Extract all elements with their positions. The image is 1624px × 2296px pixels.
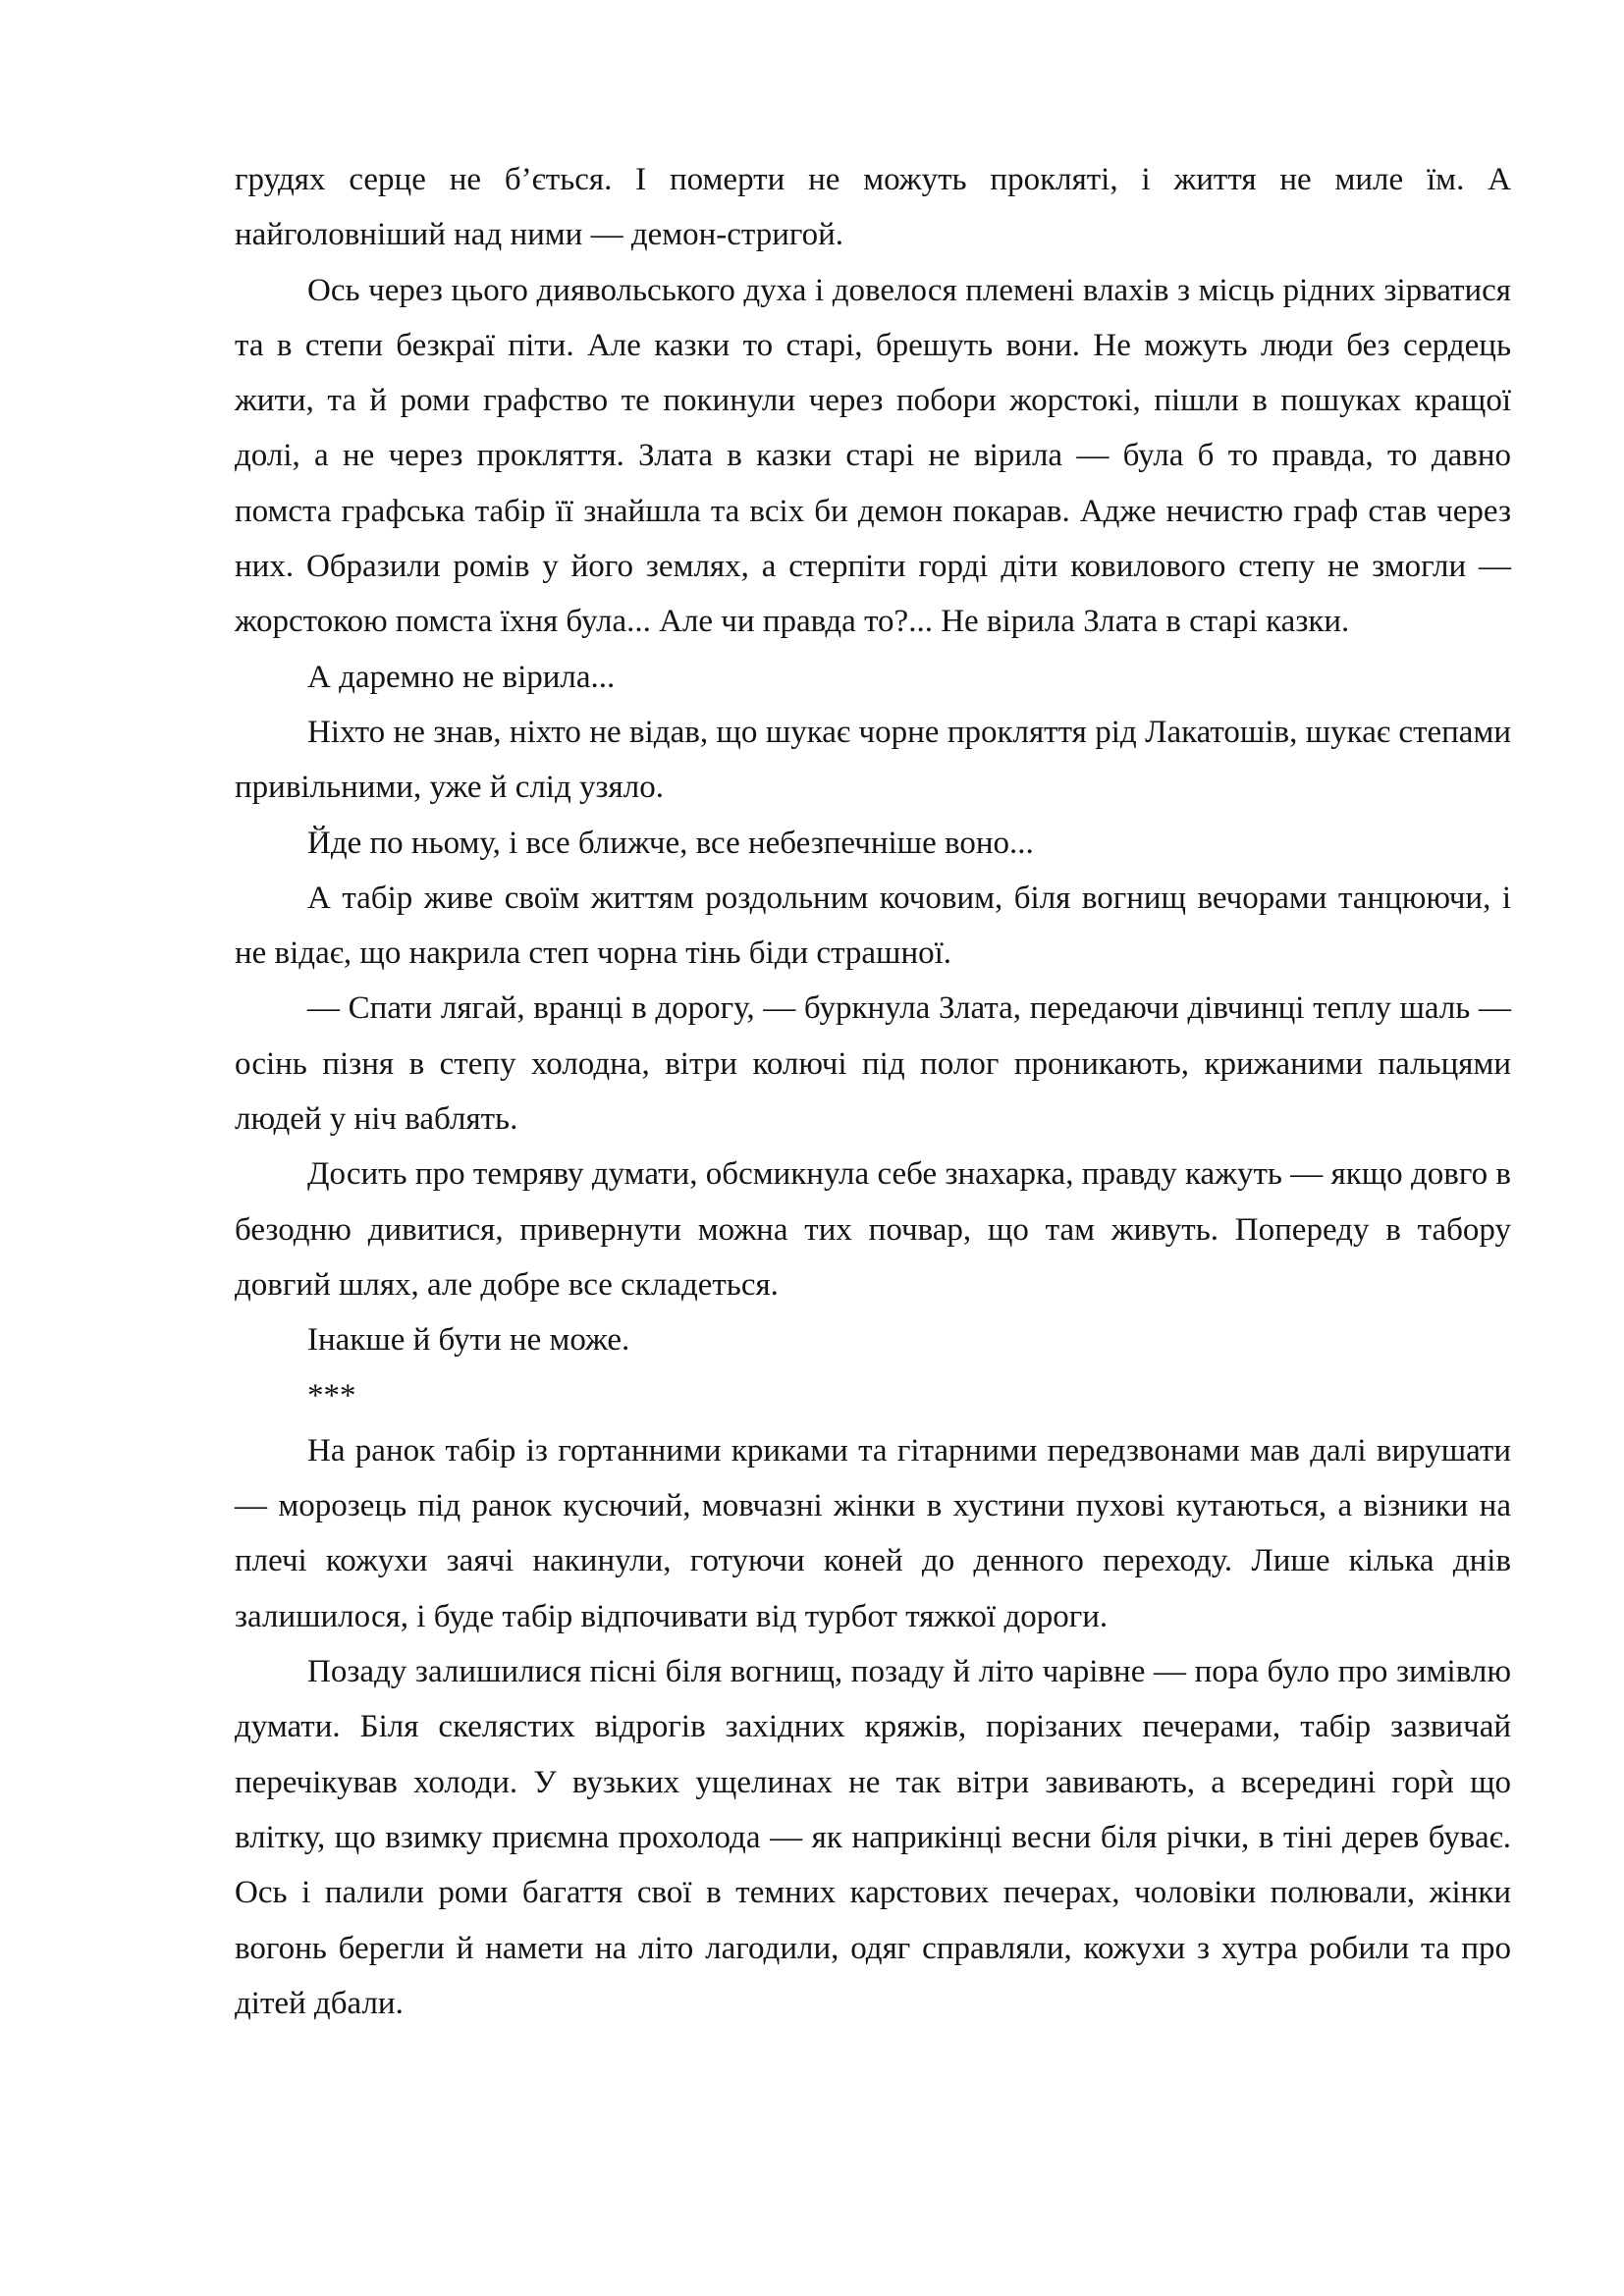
- paragraph: А даремно не вірила...: [307, 659, 616, 695]
- paragraph: Ніхто не знав, ніхто не відав, що шукає чорне прокляття рід Лакатошів, шукає степами привільними, уже й слід узяло.: [235, 714, 1511, 806]
- paragraph-continuation: грудях серце не б’ється. І померти не можуть прокляті, і життя не миле їм. А найголовніший над ними — демон-стригой.: [235, 162, 1511, 253]
- paragraph: Інакше й бути не може.: [307, 1322, 630, 1359]
- paragraph: — Спати лягай, вранці в дорогу, — буркнула Злата, передаючи дівчинці теплу шаль — осінь пізня в степу холодна, вітри колючі під полог проникають, крижаними пальцями людей у ніч ваблять.: [235, 990, 1511, 1138]
- paragraph: Ось через цього диявольського духа і довелося племені влахів з місць рідних зірватися та в степи безкраї піти. Але казки то старі, брешуть вони. Не можуть люди без сердець жити, та й роми графство те покинули через побори жорстокі, пішли в пошуках кращої долі, а не через прокляття. Злата в казки старі не вірила — була б то правда, то давно помста графська табір її знайшла та всіх би демон покарав. Адже нечистю граф став через них. Образили ромів у його землях, а стерпіти горді діти ковилового степу не змогли — жорстокою помста їхня була... Але чи правда то?... Не вірила Злата в старі казки.: [235, 272, 1511, 640]
- paragraph: Позаду залишилися пісні біля вогнищ, позаду й літо чарівне — пора було про зимівлю думати. Біля скелястих відрогів західних кряжів, порізаних печерами, табір зазвичай перечікував холоди. У вузьких ущелинах не так вітри завивають, а всередині горѝ що влітку, що взимку приємна прохолода — як наприкінці весни біля річки, в тіні дерев буває. Ось і палили роми багаття свої в темних карстових печерах, чоловіки полювали, жінки вогонь берегли й намети на літо лагодили, одяг справляли, кожухи з хутра робили та про дітей дбали.: [235, 1654, 1511, 2021]
- paragraph: Досить про темряву думати, обсмикнула себе знахарка, правду кажуть — якщо довго в безодню дивитися, привернути можна тих почвар, що там живуть. Попереду в табору довгий шлях, але добре все складеться.: [235, 1156, 1511, 1303]
- paragraph: А табір живе своїм життям роздольним кочовим, біля вогнищ вечорами танцюючи, і не відає, що накрила степ чорна тінь біди страшної.: [235, 880, 1511, 972]
- paragraph: Йде по ньому, і все ближче, все небезпечніше воно...: [307, 825, 1034, 861]
- body-text: [235, 152, 1511, 2031]
- paragraph: На ранок табір із гортанними криками та гітарними передзвонами мав далі вирушати — морозець під ранок кусючий, мовчазні жінки в хустини пухові кутаються, а візники на плечі кожухи заячі накинули, готуючи коней до денного переходу. Лише кілька днів залишилося, і буде табір відпочивати від турбот тяжкої дороги.: [235, 1432, 1511, 1634]
- section-separator: ***: [307, 1377, 356, 1414]
